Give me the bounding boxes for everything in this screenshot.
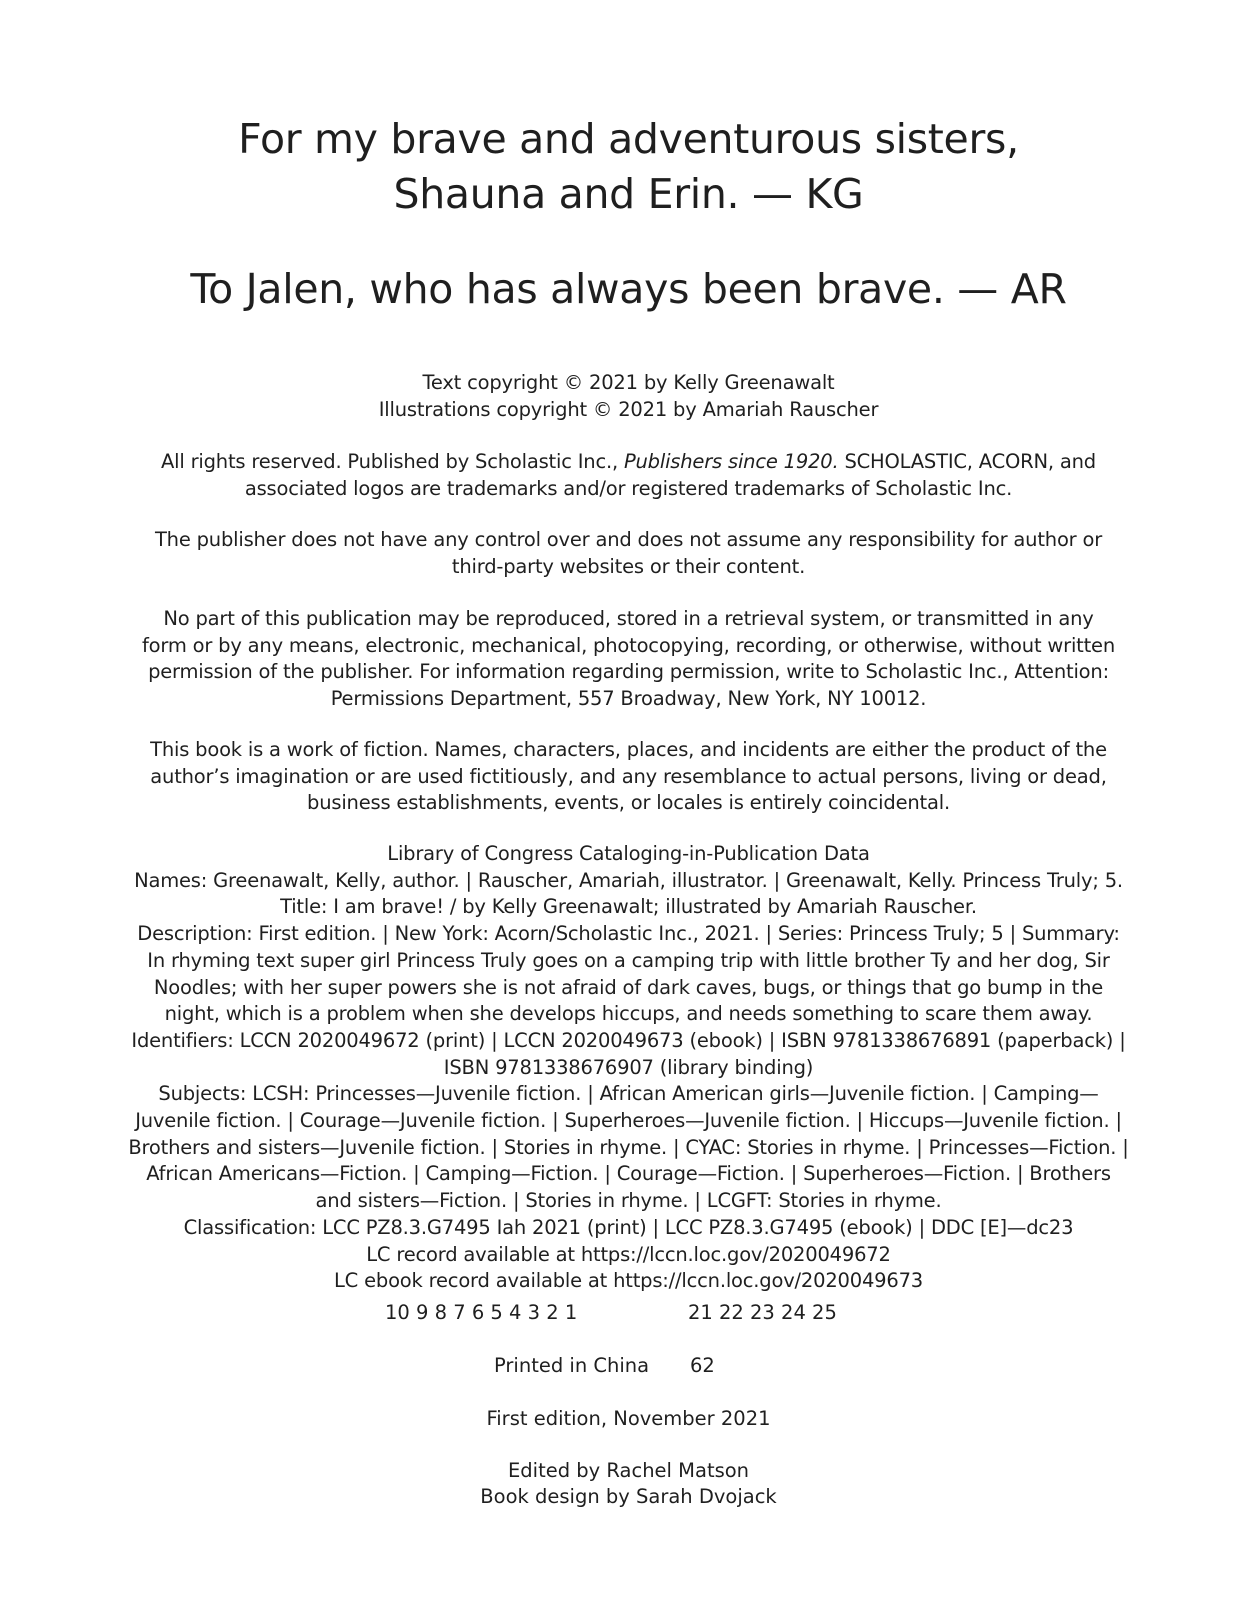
- reproduction-notice-line: form or by any means, electronic, mechanical, photocopying, recording, or otherwise, without written: [141, 633, 1116, 657]
- text-copyright: Text copyright © 2021 by Kelly Greenawalt: [422, 371, 835, 394]
- publisher-notice: [120, 527, 1137, 580]
- cip-line: and sisters—Fiction. | Stories in rhyme. | LCGFT: Stories in rhyme.: [315, 1189, 942, 1213]
- trademark-names: SCHOLASTIC, ACORN,: [838, 450, 1054, 473]
- cip-line: Juvenile fiction. | Courage—Juvenile fiction. | Superheroes—Juvenile fiction. | Hiccups—Juvenile fiction. |: [135, 1109, 1122, 1133]
- publisher-notice-line: The publisher does not have any control over and does not assume any responsibility for author or: [154, 528, 1103, 551]
- cip-line: African Americans—Fiction. | Camping—Fiction. | Courage—Fiction. | Superheroes—Fiction. | Brothers: [146, 1162, 1111, 1186]
- dedication-kg: [0, 112, 1257, 222]
- print-code: 62: [690, 1354, 715, 1377]
- rights-block: [120, 449, 1137, 502]
- dedication-ar-line: To Jalen, who has always been brave. — AR: [190, 265, 1067, 313]
- publishers-since: Publishers since 1920.: [623, 450, 839, 473]
- cip-line: Brothers and sisters—Juvenile fiction. | Stories in rhyme. | CYAC: Stories in rhyme. | Princesses—Fiction. |: [128, 1135, 1129, 1159]
- publisher-notice-line: third-party websites or their content.: [451, 554, 806, 578]
- first-edition: First edition, November 2021: [486, 1407, 771, 1430]
- cip-line: In rhyming text super girl Princess Truly goes on a camping trip with little brother Ty and her dog, Sir: [147, 948, 1110, 972]
- cip-line: Title: I am brave! / by Kelly Greenawalt; illustrated by Amariah Rauscher.: [280, 895, 977, 919]
- cip-line: Description: First edition. | New York: Acorn/Scholastic Inc., 2021. | Series: Princess Truly; 5 | Summary:: [137, 922, 1120, 946]
- cip-line: LC record available at https://lccn.loc.gov/2020049672: [366, 1242, 891, 1266]
- cip-line: Subjects: LCSH: Princesses—Juvenile fiction. | African American girls—Juvenile fiction. | Camping—: [158, 1082, 1099, 1106]
- dedication-kg-line-1: For my brave and adventurous sisters,: [238, 115, 1019, 163]
- cip-line: night, which is a problem when she develops hiccups, and needs something to scare them away.: [164, 1002, 1093, 1026]
- illustrations-copyright: Illustrations copyright © 2021 by Amariah Rauscher: [378, 397, 879, 421]
- cip-line: Identifiers: LCCN 2020049672 (print) | LCCN 2020049673 (ebook) | ISBN 9781338676891 (paperback) |: [131, 1028, 1126, 1052]
- fiction-notice: [120, 737, 1137, 817]
- rights-line-1: [120, 449, 1137, 476]
- cip-data: [120, 841, 1137, 1295]
- rights-line-1-start: All rights reserved. Published by Scholastic Inc.,: [161, 450, 624, 473]
- cip-line: ISBN 9781338676907 (library binding): [443, 1055, 814, 1079]
- printing-number-line: 10 9 8 7 6 5 4 3 2 1: [385, 1301, 578, 1324]
- edited-by: Edited by Rachel Matson: [507, 1459, 750, 1482]
- copyright-block: [120, 370, 1137, 423]
- cip-line: Noodles; with her super powers she is not afraid of dark caves, bugs, or things that go bump in the: [153, 975, 1104, 999]
- fiction-notice-line: author’s imagination or are used fictitiously, and any resemblance to actual persons, living or dead,: [150, 764, 1107, 788]
- printing-year-line: 21 22 23 24 25: [688, 1301, 837, 1324]
- dedication-ar: [0, 262, 1257, 317]
- reproduction-notice-line: permission of the publisher. For information regarding permission, write to Scholastic Inc., Attention:: [148, 660, 1109, 684]
- dedication-kg-line-2: Shauna and Erin. — KG: [393, 170, 864, 218]
- reproduction-notice: [120, 606, 1137, 713]
- cip-line: Names: Greenawalt, Kelly, author. | Rauscher, Amariah, illustrator. | Greenawalt, Kelly. Princess Truly; 5.: [134, 868, 1123, 892]
- rights-line-1-end: and: [1053, 450, 1096, 473]
- cip-line: Library of Congress Cataloging-in-Publication Data: [387, 842, 870, 865]
- reproduction-notice-line: No part of this publication may be reproduced, stored in a retrieval system, or transmitted in any: [163, 607, 1094, 630]
- book-design-by: Book design by Sarah Dvojack: [480, 1485, 777, 1508]
- fiction-notice-line: business establishments, events, or locales is entirely coincidental.: [307, 791, 950, 815]
- cip-line: Classification: LCC PZ8.3.G7495 Iah 2021 (print) | LCC PZ8.3.G7495 (ebook) | DDC [E]—dc23: [183, 1215, 1074, 1239]
- reproduction-notice-line: Permissions Department, 557 Broadway, New York, NY 10012.: [330, 687, 927, 711]
- fiction-notice-line: This book is a work of fiction. Names, characters, places, and incidents are either the product of the: [150, 738, 1107, 761]
- printed-in: Printed in China: [494, 1354, 650, 1377]
- cip-line: LC ebook record available at https://lccn.loc.gov/2020049673: [334, 1269, 923, 1293]
- rights-line-2: associated logos are trademarks and/or registered trademarks of Scholastic Inc.: [244, 476, 1013, 500]
